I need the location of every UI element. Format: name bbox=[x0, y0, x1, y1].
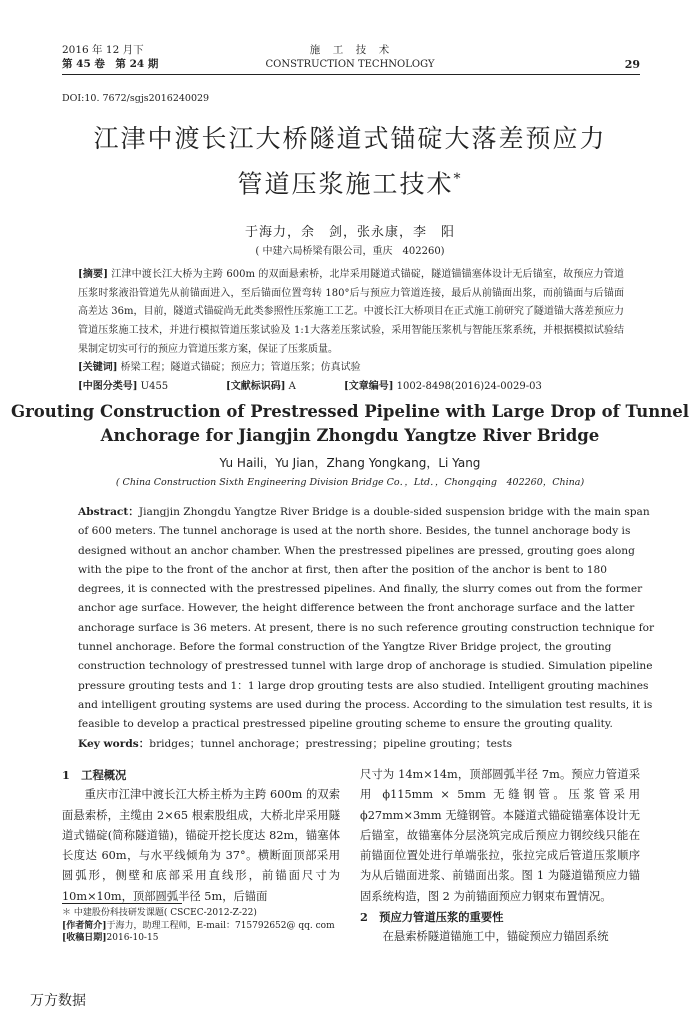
doc-code-label: [文献标识码] bbox=[226, 381, 286, 392]
clc-value: U455 bbox=[140, 381, 169, 392]
affiliation-cn: ( 中建六局桥梁有限公司，重庆 402260) bbox=[255, 246, 445, 257]
header-rule bbox=[62, 74, 640, 75]
abstract-en-line: degrees, it is connected with the prestressed pipelines. And finally, the slurry comes out from the former bbox=[78, 583, 643, 596]
abstract-en-first-line bbox=[78, 503, 650, 522]
title-footnote-star: * bbox=[453, 171, 463, 187]
clc-label: [中图分类号] bbox=[78, 381, 138, 392]
abstract-en-line: Jiangjin Zhongdu Yangtze River Bridge is a double-sided suspension bridge with the main span bbox=[138, 506, 650, 518]
article-number-value: 1002-8498(2016)24-0029-03 bbox=[396, 381, 542, 392]
keywords-cn-label: [关键词] bbox=[78, 362, 118, 373]
keywords-cn-text: 桥梁工程；隧道式锚碇；预应力；管道压浆；仿真试验 bbox=[120, 362, 361, 373]
classification-row bbox=[78, 378, 168, 396]
abstract-en-line: designed without an anchor chamber. When the prestressed pipelines are pressed, grouting goes along bbox=[78, 544, 635, 557]
article-number bbox=[344, 378, 542, 396]
fund-note: ＊ 中建股份科技研发课题( CSCEC-2012-Z-22) bbox=[62, 908, 257, 918]
abstract-en-line: and intelligent grouting systems are used during the process. According to the simulation test results, it is bbox=[78, 698, 653, 711]
keywords-cn bbox=[78, 359, 624, 378]
doi: DOI:10. 7672/sgjs2016240029 bbox=[62, 93, 210, 104]
section-2-title: 2 预应力管道压浆的重要性 bbox=[360, 910, 504, 925]
abstract-en-line: anchorage surface is 36 meters. At present, there is no such reference grouting construction technique for bbox=[78, 621, 655, 634]
author-note bbox=[62, 920, 342, 933]
body-paragraph: 在悬索桥隧道锚施工中，锚碇预应力锚固系统 bbox=[382, 930, 609, 944]
doc-code-value: A bbox=[288, 381, 296, 392]
abstract-cn-text: 江津中渡长江大桥为主跨 600m 的双面悬索桥，北岸采用隧道式锚碇，隧道锚锚塞体设计无后锚室，故预应力管道压浆时浆液沿管道先从前锚面进入，至后锚面位置弯转 180°后与预应力管道连接，最后从前锚面出浆，而前锚面与后锚面高差达 36m，目前，隧道式锚碇尚无此类参照性压浆施工工艺。中渡长江大桥项目在正式施工前研究了隧道锚大落差预应力管道压浆施工技术，并进行模拟管道压浆试验及 1:1大落差压浆试验，采用智能压浆机与智能压浆系统，并根据模拟试验结果制定切实可行的预应力管道压浆方案，保证了压浆质量。 bbox=[78, 269, 624, 355]
title-cn-line1: 江津中渡长江大桥隧道式锚碇大落差预应力 bbox=[93, 124, 607, 153]
abstract-en-line: construction technology of prestressed tunnel with large drop of anchorage is studied. Simulation pipeline bbox=[78, 660, 653, 673]
abstract-en-line: pressure grouting tests and 1：1 large drop grouting tests are also studied. Intelligent grouting machines bbox=[78, 679, 649, 692]
footnote-rule bbox=[62, 903, 182, 904]
abstract-en bbox=[78, 503, 655, 754]
watermark: 万方数据 bbox=[30, 993, 86, 1009]
issue-date: 2016 年 12 月下 bbox=[62, 44, 144, 56]
journal-name-cn: 施 工 技 术 bbox=[309, 44, 391, 56]
abstract-cn-label: [摘要] bbox=[78, 269, 108, 280]
journal-name-en: CONSTRUCTION TECHNOLOGY bbox=[265, 59, 435, 70]
abstract-cn bbox=[78, 266, 624, 360]
keywords-en-text: bridges；tunnel anchorage；prestressing；pipeline grouting；tests bbox=[149, 737, 513, 750]
footnotes bbox=[62, 907, 342, 945]
doc-code bbox=[226, 378, 296, 396]
title-cn-line2-text: 管道压浆施工技术 bbox=[237, 169, 454, 199]
body-left-column bbox=[62, 765, 340, 907]
volume-issue: 第 45 卷 第 24 期 bbox=[62, 58, 159, 70]
author-note-text: 于海力，助理工程师，E-mail：715792652@ qq. com bbox=[106, 920, 335, 931]
abstract-en-line: tunnel anchorage. Before the formal construction of the Yangtze River Bridge project, the grouting bbox=[78, 641, 612, 654]
received-date-label: [收稿日期] bbox=[62, 933, 107, 943]
page-number: 29 bbox=[624, 58, 640, 71]
abstract-en-line: feasible to develop a practical prestressed pipeline grouting scheme to ensure the grouting quality. bbox=[78, 718, 613, 731]
body-right-column bbox=[360, 765, 640, 948]
received-date bbox=[62, 932, 342, 945]
abstract-en-label: Abstract： bbox=[78, 506, 139, 518]
title-en-line2: Anchorage for Jiangjin Zhongdu Yangtze River Bridge bbox=[100, 426, 600, 445]
section-1-title: 1 工程概况 bbox=[62, 768, 127, 782]
abstract-en-line: of 600 meters. The tunnel anchorage is used at the north shore. Besides, the tunnel anchorage body is bbox=[78, 525, 631, 538]
authors-en: Yu Haili，Yu Jian，Zhang Yongkang，Li Yang bbox=[219, 456, 481, 470]
keywords-en-label: Key words： bbox=[78, 737, 150, 750]
affiliation-en: ( China Construction Sixth Engineering Division Bridge Co．，Ltd．，Chongqing 402260，China) bbox=[115, 477, 585, 488]
author-note-label: [作者简介] bbox=[62, 920, 107, 931]
keywords-en bbox=[78, 735, 624, 754]
article-number-label: [文章编号] bbox=[344, 381, 394, 392]
title-cn-line2 bbox=[0, 159, 700, 204]
body-paragraph: 重庆市江津中渡长江大桥主桥为主跨 600m 的双索面悬索桥，主缆由 2×65 根索股组成，大桥北岸采用隧道式锚碇(简称隧道锚)，锚碇开挖长度达 82m，锚塞体长度达 60m，与水平线倾角为 37°。横断面顶部采用圆弧形，侧壁和底部采用直线形，前锚面尺寸为 10m×10m，顶部圆弧半径 5m，后锚面 bbox=[62, 788, 340, 903]
body-paragraph: 尺寸为 14m×14m，顶部圆弧半径 7m。预应力管道采用 ϕ115mm × 5mm 无缝钢管。压浆管采用 ϕ27mm×3mm 无缝钢管。本隧道式锚碇锚塞体设计无后锚室，故锚塞体分层浇筑完成后预应力钢绞线只能在前锚面位置处进行单端张拉，张拉完成后管道压浆顺序为从后锚面进浆、前锚面出浆。图 1 为隧道锚预应力锚固系统构造，图 2 为前锚面预应力钢束布置情况。 bbox=[360, 768, 640, 903]
abstract-en-line: with the pipe to the front of the anchor at first, then after the position of the anchor is bent to 180 bbox=[78, 563, 607, 576]
authors-cn: 于海力，余 剑，张永康，李 阳 bbox=[244, 225, 455, 240]
received-date-value: 2016-10-15 bbox=[106, 933, 159, 943]
abstract-en-line: anchor age surface. However, the height difference between the front anchorage surface and the latter bbox=[78, 602, 635, 615]
title-en-line1: Grouting Construction of Prestressed Pipeline with Large Drop of Tunnel bbox=[10, 402, 689, 421]
